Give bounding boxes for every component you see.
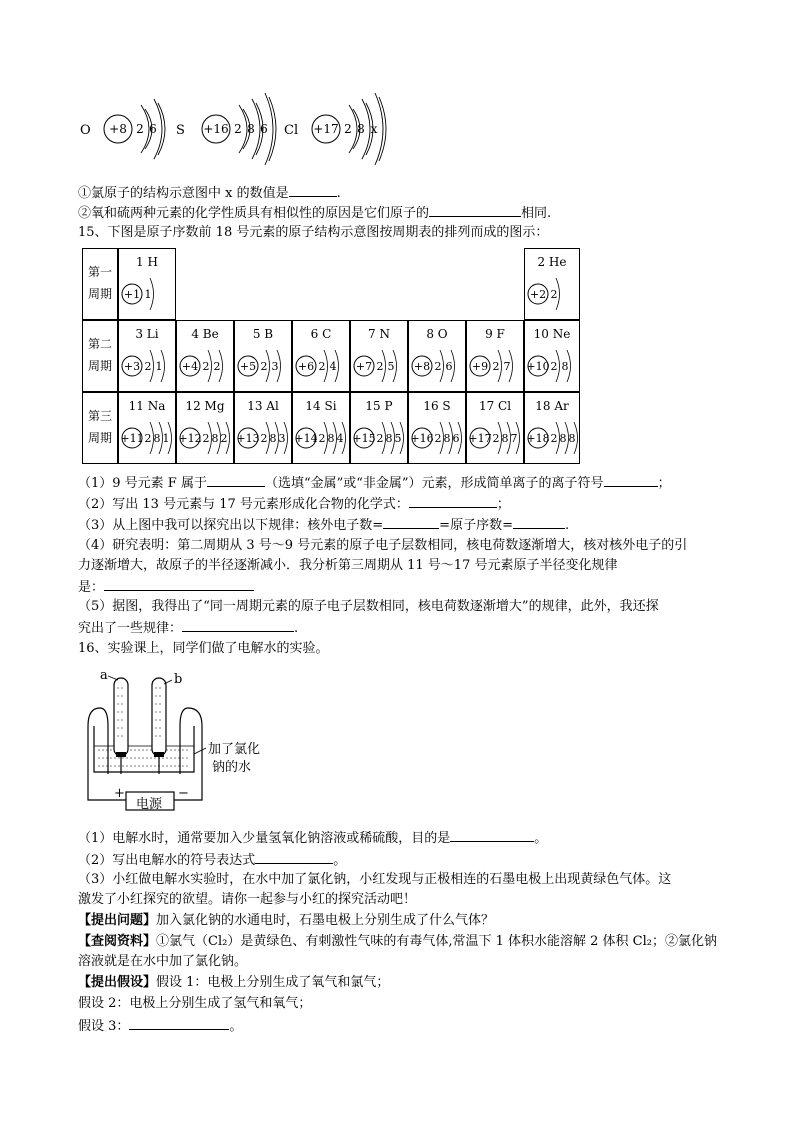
- electron-count: 1: [144, 288, 152, 301]
- answer-blank[interactable]: [255, 850, 333, 864]
- nucleus-charge: +8: [109, 122, 127, 136]
- electron-count: x: [370, 122, 378, 136]
- electron-count: 8: [357, 122, 365, 136]
- answer-blank[interactable]: [207, 473, 265, 487]
- nucleus-charge: +15: [352, 432, 376, 445]
- electron-count: 2: [492, 360, 500, 373]
- q15-p5-l1: （5）据图，我得出了“同一周期元素的原子电子层数相同，核电荷数逐渐增大”的规律，此外，我还探: [78, 599, 659, 614]
- electron-count: 2: [550, 288, 558, 301]
- element-symbol: S: [176, 123, 185, 138]
- q16-title: 16、实验课上，同学们做了电解水的实验。: [78, 641, 329, 656]
- periodic-table: [82, 248, 580, 464]
- nucleus-charge: +10: [526, 360, 550, 373]
- electron-count: 5: [387, 360, 395, 373]
- electron-count: 2: [376, 360, 384, 373]
- electron-count: 8: [269, 432, 277, 445]
- electron-count: 8: [443, 432, 451, 445]
- electron-count: 2: [376, 432, 384, 445]
- q15-p2: （2）写出 13 号元素与 17 号元素形成化合物的化学式： ；: [78, 494, 510, 514]
- plus-sign: +: [114, 786, 125, 801]
- electron-count: 4: [329, 360, 337, 373]
- electron-count: 2: [202, 432, 210, 445]
- element-symbol: Cl: [284, 123, 299, 138]
- water-label-1: 加了氯化: [208, 742, 261, 757]
- electron-count: 2: [260, 432, 268, 445]
- power-label: 电源: [136, 797, 163, 812]
- nucleus-charge: +7: [355, 360, 373, 373]
- electron-count: 6: [260, 122, 268, 136]
- electron-count: 6: [445, 360, 453, 373]
- element-symbol: O: [80, 123, 91, 138]
- q14-line1: ①氯原子的结构示意图中 x 的数值是 .: [78, 183, 341, 203]
- electron-count: 2: [318, 432, 326, 445]
- element-label: 14 Si: [305, 399, 337, 413]
- electron-count: 2: [234, 122, 242, 136]
- q15-p1: （1）9 号元素 F 属于 （选填“金属”或“非金属”）元素，形成简单离子的离子符号 ；: [78, 473, 671, 493]
- period-label: 第二: [87, 337, 113, 351]
- q15-p4-l3: 是：: [78, 577, 254, 597]
- nucleus-charge: +14: [294, 432, 318, 445]
- tube-a-label: a: [100, 668, 108, 683]
- q14-line2: ②氧和硫两种元素的化学性质具有相似性的原因是它们原子的 相同.: [78, 203, 551, 223]
- electron-count: 3: [278, 432, 286, 445]
- electron-count: 2: [144, 432, 152, 445]
- electron-count: 2: [550, 360, 558, 373]
- nucleus-charge: +5: [239, 360, 257, 373]
- nucleus-charge: +9: [471, 360, 489, 373]
- element-label: 12 Mg: [185, 399, 225, 413]
- electron-count: 1: [155, 360, 163, 373]
- period-label: 周期: [87, 359, 113, 373]
- answer-blank[interactable]: [429, 203, 521, 217]
- nucleus-charge: +11: [120, 432, 144, 445]
- electron-count: 3: [271, 360, 279, 373]
- q16-hypothesis-3: 假设 3： 。: [78, 1016, 242, 1036]
- answer-blank[interactable]: [182, 618, 294, 632]
- electron-count: 8: [327, 432, 335, 445]
- q16-hypothesis-2: 假设 2：电极上分别生成了氢气和氧气；: [78, 996, 312, 1011]
- electron-count: 2: [220, 432, 228, 445]
- electron-count: 2: [202, 360, 210, 373]
- electron-count: 8: [211, 432, 219, 445]
- element-label: 6 C: [310, 327, 332, 341]
- q15-p5-l2: 究出了一些规律： .: [78, 618, 298, 638]
- table-cell: [83, 393, 118, 464]
- element-label: 9 F: [485, 327, 505, 341]
- q15-p3: （3）从上图中我可以探究出以下规律：核外电子数= =原子序数= .: [78, 515, 569, 535]
- electron-count: 2: [260, 360, 268, 373]
- top-atom-diagrams: [0, 0, 794, 180]
- element-label: 11 Na: [128, 399, 166, 413]
- element-label: 4 Be: [191, 327, 219, 341]
- q16-p1: （1）电解水时，通常要加入少量氢氧化钠溶液或稀硫酸，目的是 。: [78, 828, 547, 848]
- nucleus-charge: +16: [410, 432, 434, 445]
- element-label: 5 B: [252, 327, 274, 341]
- nucleus-charge: +16: [203, 122, 229, 136]
- electron-count: 8: [385, 432, 393, 445]
- answer-blank[interactable]: [383, 515, 439, 529]
- element-label: 3 Li: [135, 327, 159, 341]
- answer-blank[interactable]: [289, 183, 337, 197]
- element-label: 10 Ne: [533, 327, 571, 341]
- nucleus-charge: +12: [178, 432, 202, 445]
- electron-count: 7: [510, 432, 518, 445]
- q16-question: 【提出问题】加入氯化钠的水通电时，石墨电极上分别生成了什么气体？: [78, 913, 495, 928]
- period-label: 第一: [87, 265, 113, 279]
- nucleus-charge: +3: [123, 360, 141, 373]
- electron-count: 7: [503, 360, 511, 373]
- electron-count: 2: [144, 360, 152, 373]
- q16-hypothesis-1: 【提出假设】假设 1：电极上分别生成了氧气和氯气；: [78, 975, 390, 990]
- nucleus-charge: +2: [529, 288, 547, 301]
- element-label: 1 H: [136, 255, 158, 269]
- electron-count: 5: [394, 432, 402, 445]
- nucleus-charge: +8: [413, 360, 431, 373]
- answer-blank[interactable]: [409, 494, 497, 508]
- table-cell: [83, 249, 118, 320]
- element-label: 18 Ar: [535, 399, 569, 413]
- element-label: 15 P: [365, 399, 393, 413]
- period-label: 周期: [87, 287, 113, 301]
- q16-p2: （2）写出电解水的符号表达式 。: [78, 850, 346, 870]
- electron-count: 8: [568, 432, 576, 445]
- answer-blank[interactable]: [604, 473, 658, 487]
- nucleus-charge: +18: [526, 432, 550, 445]
- electron-count: 4: [336, 432, 344, 445]
- period-label: 第三: [87, 409, 113, 423]
- nucleus-charge: +4: [181, 360, 199, 373]
- q15-p4-l2: 力逐渐增大，故原子的半径逐渐减小．我分析第三周期从 11 号～17 号元素原子半径变化规律: [78, 558, 618, 573]
- electron-count: 8: [153, 432, 161, 445]
- element-label: 16 S: [423, 399, 451, 413]
- electron-count: 2: [550, 432, 558, 445]
- q15-title: 15、下图是原子序数前 18 号元素的原子结构示意图按周期表的排列而成的图示：: [78, 225, 549, 240]
- electron-count: 2: [136, 122, 144, 136]
- element-label: 7 N: [368, 327, 390, 341]
- electron-count: 2: [213, 360, 221, 373]
- q16-reference-l1: 【查阅资料】①氯气（Cl₂）是黄绿色、有刺激性气味的有毒气体,常温下 1 体积水能溶解 2 体积 Cl₂；②氯化钠: [78, 934, 717, 949]
- element-label: 2 He: [537, 255, 567, 269]
- electron-count: 1: [162, 432, 170, 445]
- minus-sign: −: [178, 786, 189, 801]
- electron-count: 2: [344, 122, 352, 136]
- answer-blank[interactable]: [450, 828, 534, 842]
- table-cell: [83, 321, 118, 392]
- answer-blank[interactable]: [513, 515, 565, 529]
- nucleus-charge: +17: [468, 432, 492, 445]
- element-label: 17 Cl: [478, 399, 512, 413]
- q16-reference-l2: 溶液就是在水中加了氯化钠。: [78, 954, 248, 969]
- electron-count: 6: [452, 432, 460, 445]
- electron-count: 6: [149, 122, 157, 136]
- electron-count: 2: [434, 432, 442, 445]
- electrolysis-apparatus: [78, 666, 298, 816]
- water-label-2: 钠的水: [212, 760, 252, 775]
- answer-blank[interactable]: [129, 1016, 229, 1030]
- electron-count: 2: [434, 360, 442, 373]
- electron-count: 2: [492, 432, 500, 445]
- nucleus-charge: +13: [236, 432, 260, 445]
- q15-p4-l1: （4）研究表明：第二周期从 3 号～9 号元素的原子电子层数相同，核电荷数逐渐增大，核对核外电子的引: [78, 538, 688, 553]
- element-label: 13 Al: [247, 399, 279, 413]
- nucleus-charge: +6: [297, 360, 315, 373]
- electron-count: 2: [318, 360, 326, 373]
- answer-blank[interactable]: [104, 577, 254, 591]
- q16-p3-l1: （3）小红做电解水实验时，在水中加了氯化钠，小红发现与正极相连的石墨电极上出现黄绿色气体。这: [78, 872, 672, 887]
- nucleus-charge: +17: [313, 122, 339, 136]
- electron-count: 8: [501, 432, 509, 445]
- tube-b-label: b: [174, 672, 183, 687]
- electron-count: 8: [559, 432, 567, 445]
- q16-p3-l2: 激发了小红探究的欲望。请你一起参与小红的探究活动吧！: [78, 892, 417, 907]
- element-label: 8 O: [426, 327, 448, 341]
- electron-count: 8: [561, 360, 569, 373]
- nucleus-charge: +1: [123, 288, 141, 301]
- electron-count: 8: [247, 122, 255, 136]
- period-label: 周期: [87, 431, 113, 445]
